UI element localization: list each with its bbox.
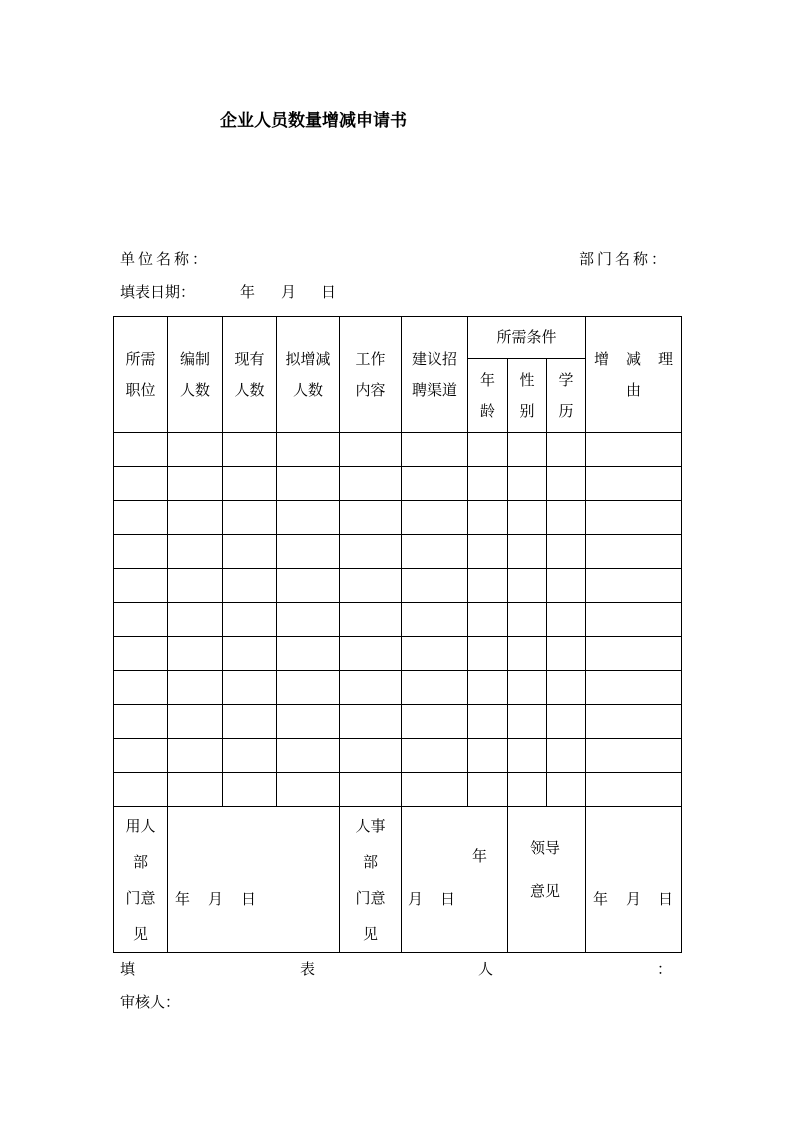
hr-sign-month: 月 [408,890,424,908]
dept-opinion-line2: 部 [132,852,148,871]
table-cell[interactable] [547,671,586,705]
header-age-line2: 龄 [479,401,495,420]
table-cell[interactable] [223,535,277,569]
table-cell[interactable] [277,569,340,603]
table-cell[interactable] [468,637,508,671]
table-cell[interactable] [168,671,223,705]
header-reason-line1 [586,344,681,375]
table-cell[interactable] [508,535,547,569]
table-cell[interactable] [508,637,547,671]
table-cell[interactable] [402,637,468,671]
table-cell[interactable] [277,637,340,671]
table-row [114,501,682,535]
header-reason-char1: 增 [594,349,610,368]
table-cell[interactable] [277,501,340,535]
table-cell[interactable] [402,467,468,501]
filler-colon: ： [657,960,673,978]
table-cell[interactable] [402,569,468,603]
table-cell[interactable] [586,433,682,467]
table-cell[interactable] [508,569,547,603]
header-work-line1: 工作 [355,349,386,368]
table-cell[interactable] [223,467,277,501]
table-cell[interactable] [547,773,586,807]
table-cell[interactable] [223,569,277,603]
table-cell[interactable] [223,671,277,705]
table-cell[interactable] [114,705,168,739]
header-current [223,317,277,433]
table-cell[interactable] [468,739,508,773]
header-age [468,359,508,433]
hr-sign-year: 年 [472,847,488,865]
table-cell[interactable] [402,603,468,637]
leader-sign-month: 月 [626,890,642,908]
table-cell[interactable] [277,705,340,739]
table-cell[interactable] [586,535,682,569]
table-cell[interactable] [114,467,168,501]
header-reason-char3: 理 [657,349,673,368]
header-work-line2: 内容 [355,380,386,399]
table-row [114,569,682,603]
table-row [114,433,682,467]
hr-opinion-label [340,807,402,953]
fill-date-day: 日 [321,283,337,301]
table-cell[interactable] [508,705,547,739]
table-cell[interactable] [114,671,168,705]
table-cell[interactable] [168,501,223,535]
table-cell[interactable] [223,433,277,467]
dept-opinion-line3: 门意 [125,888,156,907]
header-planned-line2: 人数 [292,380,323,399]
table-cell[interactable] [508,773,547,807]
header-reason-char2: 减 [625,349,641,368]
table-cell[interactable] [586,773,682,807]
header-current-line1: 现有 [234,349,265,368]
leader-opinion-label [508,807,586,953]
table-cell[interactable] [277,603,340,637]
table-cell[interactable] [586,671,682,705]
table-row [114,773,682,807]
dept-sign-year: 年 [175,890,191,908]
table-cell[interactable] [586,739,682,773]
dept-sign-month: 月 [208,890,224,908]
table-cell[interactable] [114,603,168,637]
fill-date-month: 月 [281,283,297,301]
table-cell[interactable] [114,739,168,773]
table-cell[interactable] [168,705,223,739]
header-channel-line1: 建议招 [411,349,457,368]
leader-sign-day: 日 [658,890,674,908]
table-cell[interactable] [340,569,402,603]
header-quota-line2: 人数 [179,380,210,399]
table-cell[interactable] [277,671,340,705]
unit-name-label: 单位名称： [120,250,211,268]
dept-opinion-field[interactable] [168,807,340,953]
header-education-line1: 学 [558,370,574,389]
header-current-line2: 人数 [234,380,265,399]
table-cell[interactable] [277,773,340,807]
table-cell[interactable] [340,705,402,739]
table-cell[interactable] [277,467,340,501]
header-gender [508,359,547,433]
form-title: 企业人员数量增减申请书 [220,111,407,131]
table-row [114,739,682,773]
table-cell[interactable] [468,705,508,739]
table-cell[interactable] [468,671,508,705]
header-reason-line2: 由 [625,380,641,399]
table-cell[interactable] [547,637,586,671]
leader-sign-year: 年 [593,890,609,908]
header-education-line2: 历 [558,401,574,420]
hr-opinion-field[interactable] [402,807,508,953]
table-cell[interactable] [547,433,586,467]
table-cell[interactable] [547,705,586,739]
table-cell[interactable] [586,705,682,739]
hr-sign-day: 日 [440,890,456,908]
table-cell[interactable] [340,467,402,501]
table-cell[interactable] [586,501,682,535]
request-table [113,316,682,953]
table-cell[interactable] [468,467,508,501]
table-cell[interactable] [340,773,402,807]
filler-char1: 填 [120,960,136,978]
table-cell[interactable] [586,637,682,671]
table-cell[interactable] [586,569,682,603]
table-cell[interactable] [547,569,586,603]
header-quota [168,317,223,433]
table-cell[interactable] [468,433,508,467]
table-cell[interactable] [114,535,168,569]
table-cell[interactable] [168,739,223,773]
table-cell[interactable] [508,739,547,773]
header-age-line1: 年 [479,370,495,389]
header-quota-line1: 编制 [179,349,210,368]
header-gender-line1: 性 [519,370,535,389]
data-rows [114,433,682,807]
table-cell[interactable] [168,603,223,637]
table-cell[interactable] [508,671,547,705]
table-row [114,535,682,569]
header-requirements [468,317,586,359]
dept-sign-day: 日 [241,890,257,908]
table-cell[interactable] [114,773,168,807]
header-position-line2: 职位 [125,380,156,399]
table-cell[interactable] [223,773,277,807]
filler-char2: 表 [300,960,316,978]
table-cell[interactable] [340,433,402,467]
table-cell[interactable] [586,467,682,501]
dept-opinion-label [114,807,168,953]
table-cell[interactable] [468,501,508,535]
table-cell[interactable] [340,637,402,671]
header-reason [586,317,682,433]
table-cell[interactable] [223,501,277,535]
table-cell[interactable] [168,467,223,501]
table-cell[interactable] [277,535,340,569]
header-channel [402,317,468,433]
hr-opinion-line4: 见 [362,924,378,943]
hr-opinion-line2: 部 [362,852,378,871]
fill-date-label: 填表日期： [120,283,196,301]
table-cell[interactable] [508,433,547,467]
table-cell[interactable] [547,739,586,773]
header-planned-line1: 拟增减 [285,349,331,368]
table-cell[interactable] [340,671,402,705]
table-row [114,603,682,637]
table-cell[interactable] [547,535,586,569]
hr-opinion-line3: 门意 [355,888,386,907]
table-cell[interactable] [114,501,168,535]
dept-name-label: 部门名称： [579,250,670,268]
table-cell[interactable] [223,637,277,671]
table-cell[interactable] [468,603,508,637]
dept-opinion-line4: 见 [132,924,148,943]
table-cell[interactable] [168,433,223,467]
fill-date-year: 年 [240,283,256,301]
header-gender-line2: 别 [519,401,535,420]
header-position-line1: 所需 [125,349,156,368]
table-cell[interactable] [277,433,340,467]
table-row [114,467,682,501]
table-row [114,705,682,739]
table-cell[interactable] [508,501,547,535]
table-cell[interactable] [547,603,586,637]
table-row [114,671,682,705]
table-cell[interactable] [340,739,402,773]
table-cell[interactable] [402,535,468,569]
header-channel-line2: 聘渠道 [411,380,457,399]
table-cell[interactable] [223,603,277,637]
table-cell[interactable] [468,535,508,569]
leader-opinion-line2: 意见 [530,882,561,900]
table-cell[interactable] [168,773,223,807]
table-cell[interactable] [114,569,168,603]
table-cell[interactable] [340,535,402,569]
filler-char3: 人 [478,960,494,978]
table-cell[interactable] [508,467,547,501]
table-cell[interactable] [223,739,277,773]
table-cell[interactable] [340,501,402,535]
header-requirements-label: 所需条件 [496,328,557,346]
dept-opinion-line1: 用人 [125,816,156,835]
table-cell[interactable] [223,705,277,739]
leader-opinion-line1: 领导 [530,839,561,857]
table-cell[interactable] [547,467,586,501]
table-cell[interactable] [168,569,223,603]
table-cell[interactable] [168,637,223,671]
table-cell[interactable] [168,535,223,569]
table-cell[interactable] [402,739,468,773]
table-cell[interactable] [277,739,340,773]
table-cell[interactable] [402,433,468,467]
table-cell[interactable] [114,637,168,671]
header-planned [277,317,340,433]
table-cell[interactable] [402,501,468,535]
leader-opinion-field[interactable] [586,807,682,953]
table-cell[interactable] [402,671,468,705]
hr-opinion-line1: 人事 [355,816,386,835]
header-work [340,317,402,433]
table-cell[interactable] [468,569,508,603]
table-cell[interactable] [586,603,682,637]
table-row [114,637,682,671]
table-cell[interactable] [508,603,547,637]
table-cell[interactable] [402,773,468,807]
table-cell[interactable] [340,603,402,637]
table-cell[interactable] [114,433,168,467]
reviewer-label: 审核人： [120,993,181,1011]
table-cell[interactable] [468,773,508,807]
table-cell[interactable] [547,501,586,535]
table-cell[interactable] [402,705,468,739]
header-education [547,359,586,433]
header-position [114,317,168,433]
